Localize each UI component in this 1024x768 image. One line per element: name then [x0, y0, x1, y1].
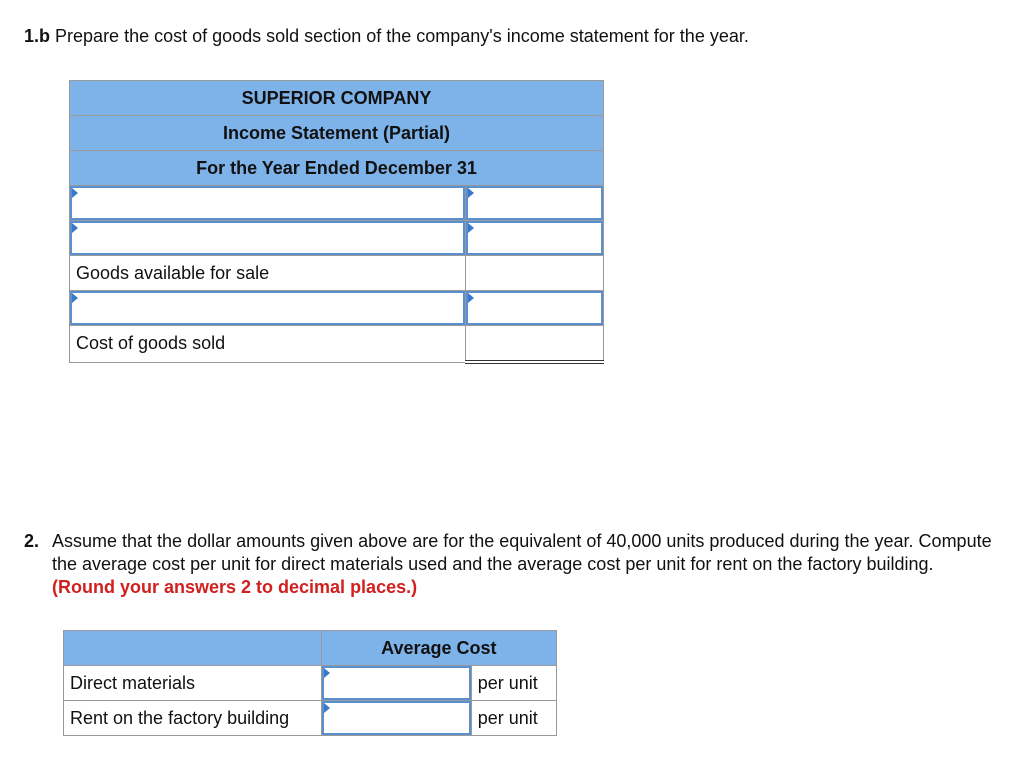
table-row [64, 701, 557, 736]
dropdown-indicator-icon [72, 188, 78, 198]
table-row [70, 326, 604, 363]
row-1-amount-input[interactable] [466, 186, 603, 220]
rent-factory-input[interactable] [322, 701, 471, 735]
input-indicator-icon [324, 668, 330, 678]
input-indicator-icon [468, 188, 474, 198]
direct-materials-label: Direct materials [64, 666, 322, 701]
per-unit-label: per unit [471, 666, 556, 701]
goods-available-amount[interactable] [465, 256, 603, 291]
question-text: Assume that the dollar amounts given above are for the equivalent of 40,000 units produced during the year. Compute the average cost per unit for direct materials used and the average cost per unit for rent on the factory building. [52, 531, 992, 574]
question-number: 1.b [24, 26, 51, 46]
income-statement-table [69, 80, 604, 364]
statement-title: Income Statement (Partial) [70, 116, 604, 151]
cogs-label: Cost of goods sold [70, 326, 466, 363]
dropdown-indicator-icon [72, 293, 78, 303]
rent-factory-label: Rent on the factory building [64, 701, 322, 736]
question-2 [24, 530, 994, 599]
question-text: Prepare the cost of goods sold section of the company's income statement for the year. [55, 26, 749, 46]
row-4-amount-input[interactable] [466, 291, 603, 325]
row-1-label-dropdown[interactable] [70, 186, 465, 220]
header-blank [64, 631, 322, 666]
table-row [70, 221, 604, 256]
rounding-note: (Round your answers 2 to decimal places.) [52, 577, 418, 597]
table-row [70, 256, 604, 291]
row-4-label-dropdown[interactable] [70, 291, 465, 325]
per-unit-label: per unit [471, 701, 556, 736]
row-2-amount-input[interactable] [466, 221, 603, 255]
table-row [70, 186, 604, 221]
table-row [70, 291, 604, 326]
question-1b [24, 26, 749, 47]
direct-materials-input[interactable] [322, 666, 471, 700]
input-indicator-icon [468, 293, 474, 303]
row-2-label-dropdown[interactable] [70, 221, 465, 255]
dropdown-indicator-icon [72, 223, 78, 233]
statement-period: For the Year Ended December 31 [70, 151, 604, 186]
goods-available-label: Goods available for sale [70, 256, 466, 291]
question-number: 2. [24, 531, 40, 551]
table-row [64, 666, 557, 701]
average-cost-header: Average Cost [321, 631, 556, 666]
cogs-amount[interactable] [465, 326, 603, 363]
company-name: SUPERIOR COMPANY [70, 81, 604, 116]
input-indicator-icon [468, 223, 474, 233]
average-cost-table [63, 630, 557, 736]
input-indicator-icon [324, 703, 330, 713]
